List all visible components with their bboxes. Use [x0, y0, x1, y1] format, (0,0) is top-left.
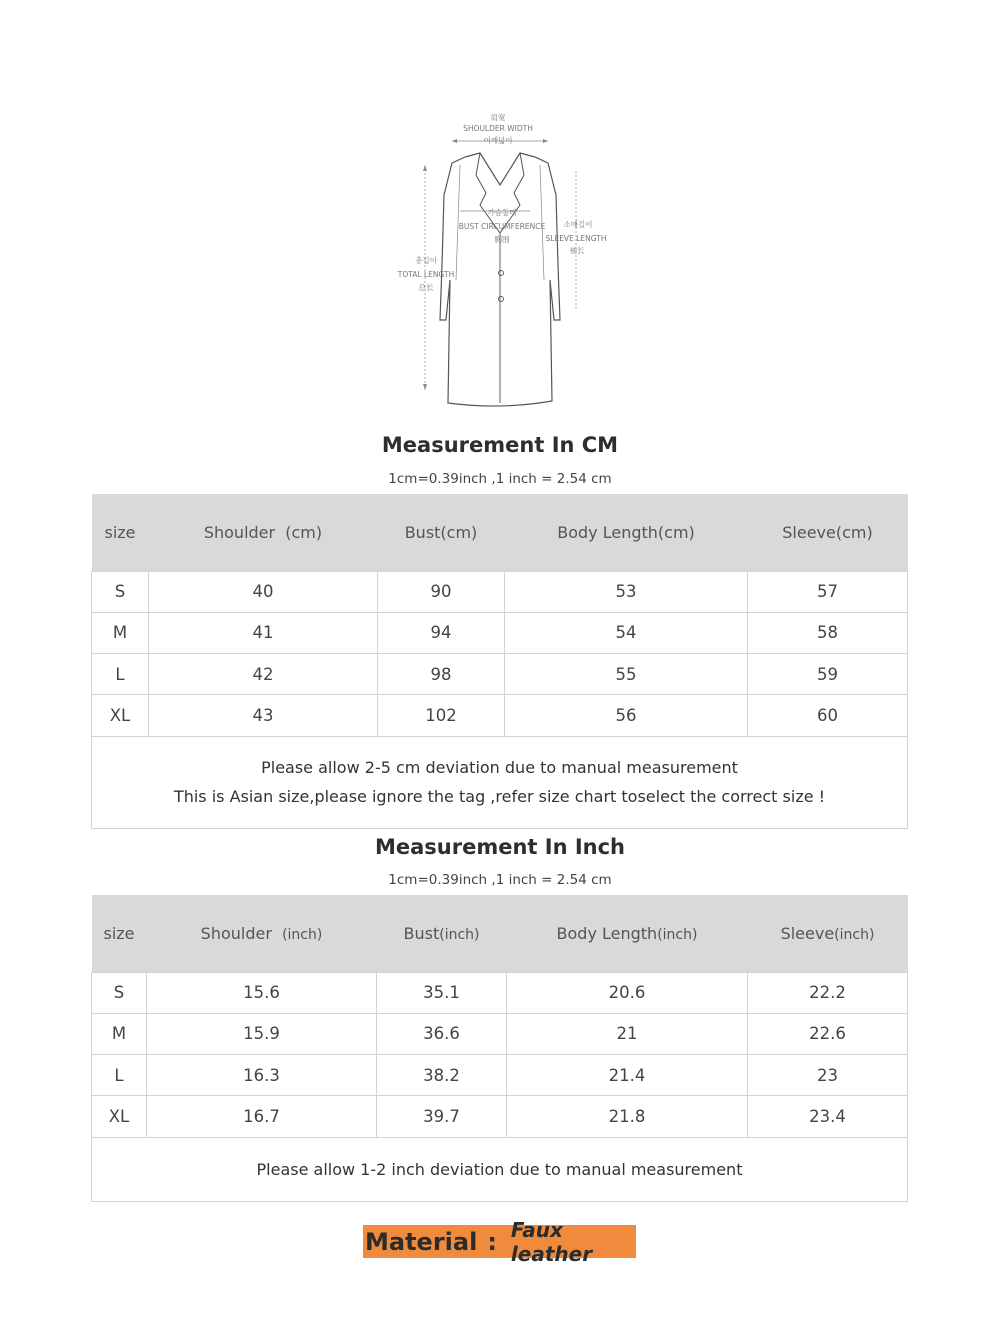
inch-cell-bust: 36.6 [377, 1013, 507, 1054]
diagram-bust-cn: 胸围 [494, 235, 510, 244]
inch-cell-sleeve: 23 [748, 1055, 908, 1096]
inch-cell-body-length: 21.8 [507, 1096, 748, 1137]
inch-cell-size: L [92, 1055, 147, 1096]
inch-cell-shoulder: 16.3 [147, 1055, 377, 1096]
cm-cell-body-length: 53 [505, 571, 748, 612]
cm-cell-shoulder: 41 [149, 612, 378, 653]
diagram-shoulder-kr: 어깨넓이 [483, 136, 513, 145]
cm-cell-shoulder: 43 [149, 695, 378, 736]
diagram-sleeve-en: SLEEVE LENGTH [545, 234, 607, 243]
cm-section-title: Measurement In CM [381, 433, 619, 457]
diagram-length-en: TOTAL LENGTH [397, 270, 455, 279]
cm-header-sleeve: Sleeve(cm) [748, 494, 908, 571]
cm-cell-shoulder: 40 [149, 571, 378, 612]
material-value: Faux leather [510, 1217, 593, 1266]
coat-measurement-diagram [380, 105, 620, 415]
cm-cell-size: XL [92, 695, 149, 736]
material-badge [363, 1217, 636, 1266]
cm-cell-body-length: 55 [505, 654, 748, 695]
inch-cell-size: XL [92, 1096, 147, 1137]
inch-cell-bust: 38.2 [377, 1055, 507, 1096]
inch-header-size: size [92, 895, 147, 972]
cm-cell-sleeve: 57 [748, 571, 908, 612]
inch-header-shoulder: Shoulder (inch) [147, 895, 377, 972]
inch-cell-body-length: 21 [507, 1013, 748, 1054]
table-row [92, 972, 908, 1013]
cm-cell-shoulder: 42 [149, 654, 378, 695]
inch-cell-sleeve: 22.2 [748, 972, 908, 1013]
inch-cell-body-length: 21.4 [507, 1055, 748, 1096]
diagram-sleeve-kr: 소매길이 [563, 220, 593, 229]
inch-cell-bust: 39.7 [377, 1096, 507, 1137]
inch-cell-size: S [92, 972, 147, 1013]
cm-cell-bust: 98 [378, 654, 505, 695]
cm-deviation-note [92, 736, 908, 828]
inch-cell-shoulder: 16.7 [147, 1096, 377, 1137]
table-row [92, 1096, 908, 1137]
diagram-bust-kr: 가슴둘레 [487, 208, 517, 217]
table-row [92, 571, 908, 612]
coat-illustration [380, 105, 620, 415]
cm-cell-bust: 94 [378, 612, 505, 653]
inch-size-table [91, 895, 908, 1202]
cm-header-body-length: Body Length(cm) [505, 494, 748, 571]
material-colon: : [487, 1227, 497, 1256]
cm-size-table [91, 494, 908, 829]
inch-cell-shoulder: 15.6 [147, 972, 377, 1013]
material-label: Material [365, 1227, 478, 1256]
cm-cell-sleeve: 58 [748, 612, 908, 653]
cm-note-row [92, 736, 908, 828]
cm-cell-bust: 102 [378, 695, 505, 736]
cm-cell-body-length: 54 [505, 612, 748, 653]
cm-note-line-1: Please allow 2-5 cm deviation due to manual measurement [261, 758, 738, 778]
inch-cell-sleeve: 23.4 [748, 1096, 908, 1137]
table-row [92, 1055, 908, 1096]
table-row [92, 695, 908, 736]
cm-cell-sleeve: 60 [748, 695, 908, 736]
cm-header-shoulder: Shoulder (cm) [149, 494, 378, 571]
inch-cell-sleeve: 22.6 [748, 1013, 908, 1054]
diagram-bust-en: BUST CIRCUMFERENCE [458, 222, 546, 231]
cm-header-size: size [92, 494, 149, 571]
cm-note-line-2: This is Asian size,please ignore the tag ,refer size chart toselect the correct size ! [173, 787, 826, 807]
inch-cell-shoulder: 15.9 [147, 1013, 377, 1054]
inch-section-title: Measurement In Inch [374, 835, 626, 859]
inch-header-row [92, 895, 908, 972]
inch-header-bust: Bust(inch) [377, 895, 507, 972]
diagram-sleeve-cn: 袖长 [569, 246, 585, 255]
diagram-length-cn: 总长 [418, 283, 434, 292]
inch-cell-bust: 35.1 [377, 972, 507, 1013]
cm-cell-body-length: 56 [505, 695, 748, 736]
cm-header-row [92, 494, 908, 571]
inch-conversion-note: 1cm=0.39inch ,1 inch = 2.54 cm [388, 872, 612, 888]
inch-cell-size: M [92, 1013, 147, 1054]
table-row [92, 1013, 908, 1054]
inch-note-row [92, 1137, 908, 1201]
inch-header-sleeve: Sleeve(inch) [748, 895, 908, 972]
cm-cell-sleeve: 59 [748, 654, 908, 695]
table-row [92, 612, 908, 653]
table-row [92, 654, 908, 695]
cm-cell-size: L [92, 654, 149, 695]
inch-cell-body-length: 20.6 [507, 972, 748, 1013]
diagram-length-kr: 총길이 [415, 256, 437, 265]
diagram-shoulder-cn: 肩宽 [490, 113, 506, 122]
diagram-shoulder-en: SHOULDER WIDTH [463, 124, 533, 133]
inch-deviation-note: Please allow 1-2 inch deviation due to manual measurement [92, 1137, 908, 1201]
inch-header-body-length: Body Length(inch) [507, 895, 748, 972]
cm-header-bust: Bust(cm) [378, 494, 505, 571]
cm-cell-bust: 90 [378, 571, 505, 612]
cm-cell-size: S [92, 571, 149, 612]
cm-cell-size: M [92, 612, 149, 653]
cm-conversion-note: 1cm=0.39inch ,1 inch = 2.54 cm [388, 471, 612, 487]
